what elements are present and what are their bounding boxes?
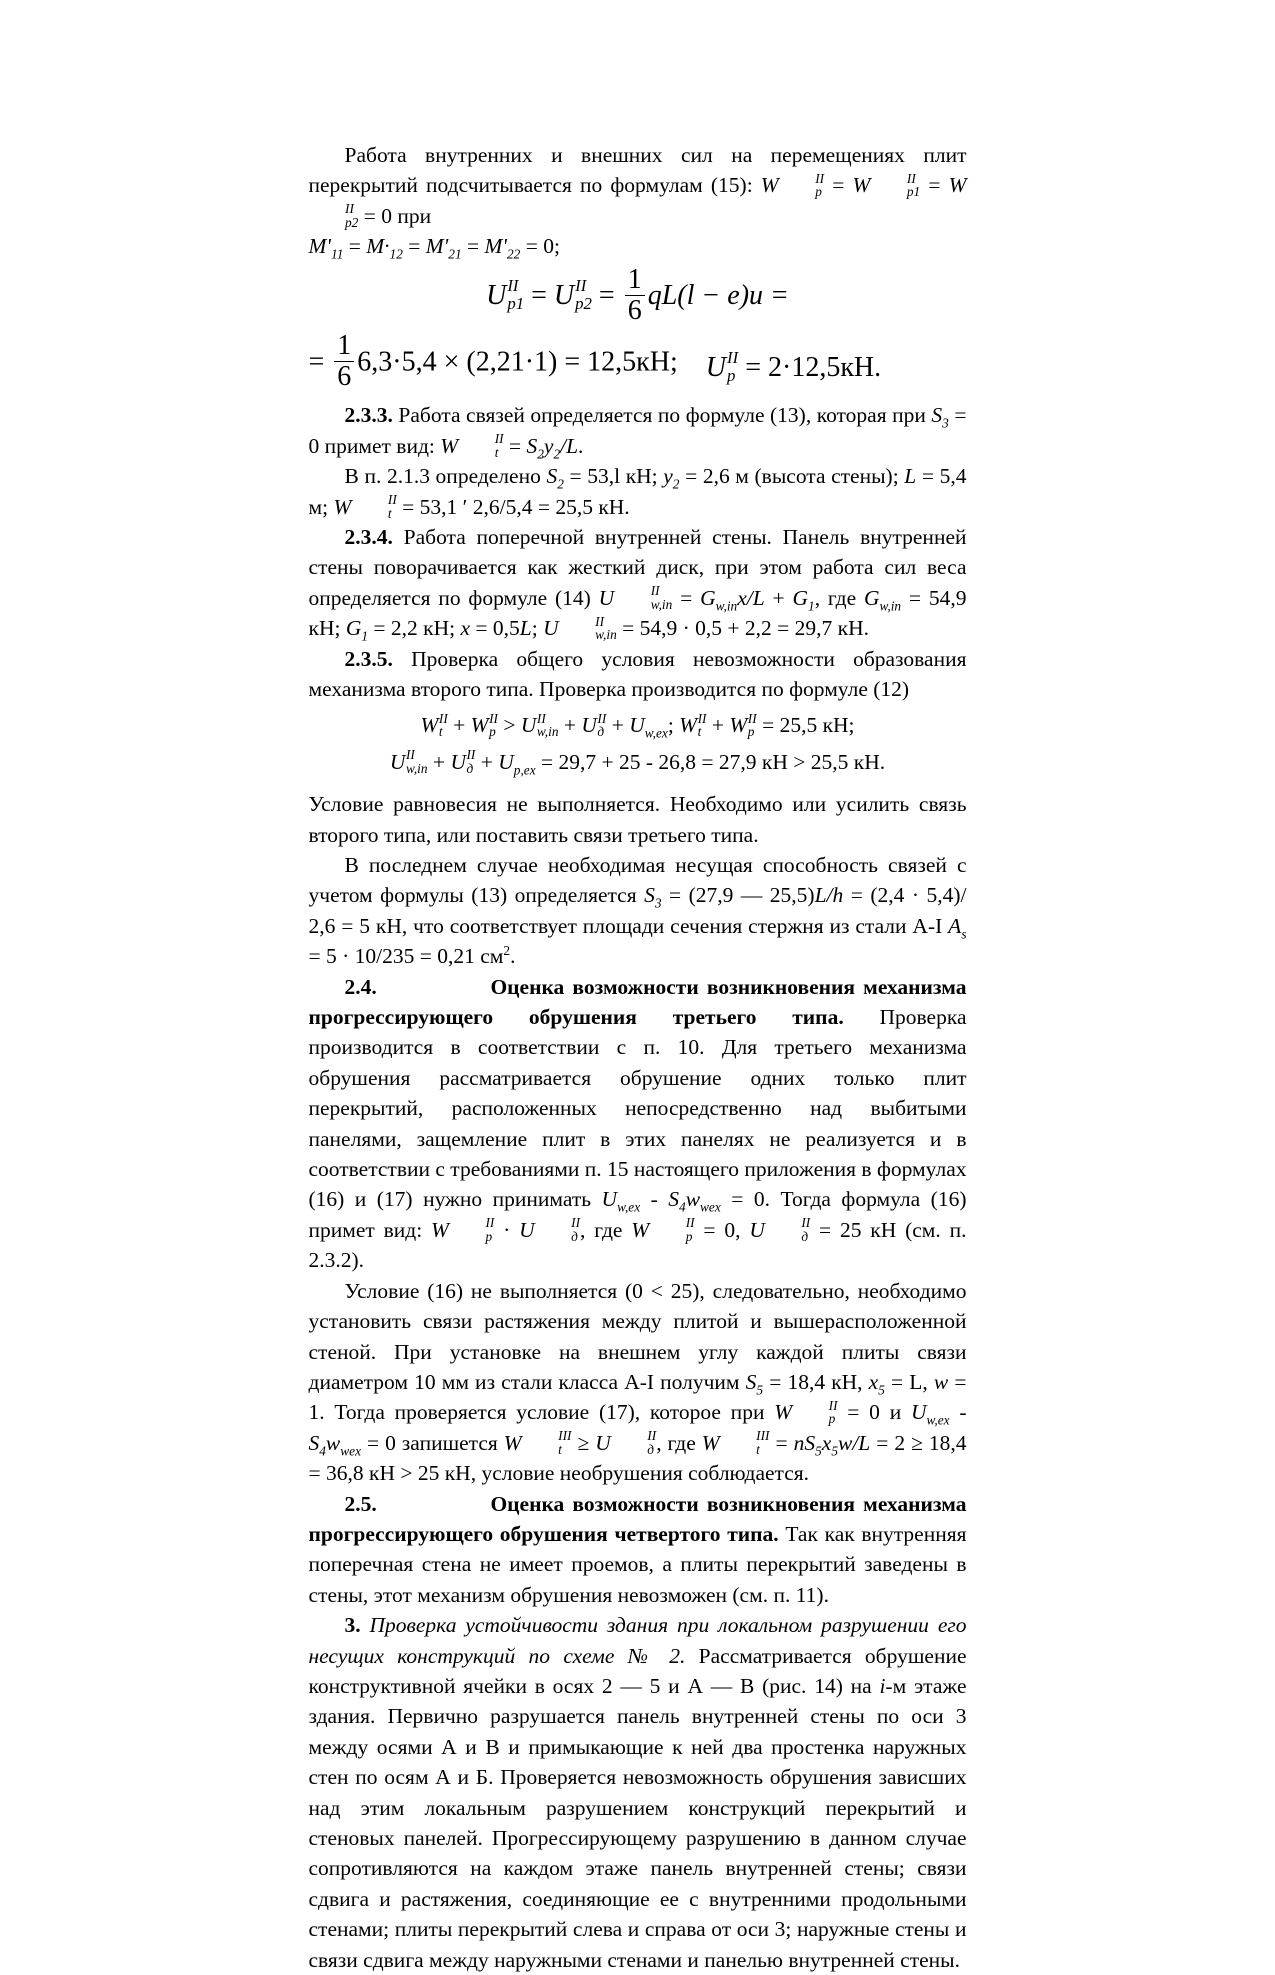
symbol-G1-b: $G_1$ bbox=[345, 616, 369, 644]
eq2-numerator: 1 bbox=[337, 330, 352, 362]
eq2-tail: 6,3·5,4 × (2,21·1) = 12,5кН; bbox=[357, 346, 678, 378]
symbol-L: L bbox=[904, 464, 917, 489]
symbol-U-II-win-b: U II w,in bbox=[543, 613, 617, 643]
p9-text-e: = 0 и bbox=[837, 1400, 911, 1425]
section-number-2-5: 2.5. bbox=[344, 1491, 377, 1516]
paragraph-2-1-3-values bbox=[309, 461, 967, 522]
p9-text-j: = bbox=[769, 1430, 794, 1455]
paragraph-condition-16-not-satisfied bbox=[309, 1276, 967, 1489]
p11-body-a: Рассматривается обрушение конструктивной ячейки в осях 2 — 5 и А — В (рис. 14) на bbox=[308, 1643, 967, 1698]
p3-text-b: = 53,l кН; bbox=[563, 464, 664, 489]
p8-body-f: = 0, bbox=[694, 1217, 750, 1242]
eq1-U2: U II p2 bbox=[553, 276, 592, 313]
p7-text-b: = (27,9 — 25,5) bbox=[661, 883, 815, 908]
p10-body: Так как внутренняя поперечная стена не имеет проемов, а плиты перекрытий заведены в стены, этот механизм обрушения невозможен (см. п. 11). bbox=[308, 1521, 967, 1607]
symbol-Gwin-x-L: $G_{w,in}x/L$ bbox=[700, 585, 765, 614]
symbol-W-II-p: W II p bbox=[760, 170, 825, 200]
section-heading-2-4-text: Оценка возможности возникновения механизма прогрессирующего обрушения третьего типа. bbox=[308, 974, 967, 1030]
eq1-fraction-one-sixth bbox=[625, 265, 645, 325]
p4-text-g: ; bbox=[531, 616, 544, 641]
p1-text-tail: = 0 при bbox=[358, 203, 432, 228]
symbol-S5: $S_5$ bbox=[745, 1369, 764, 1398]
section-number-2-3-4: 2.3.4. bbox=[344, 524, 393, 549]
p9-text-f: - bbox=[949, 1400, 967, 1425]
p7-text-e: . bbox=[510, 944, 516, 969]
p7-text-c: = (2,4 · 5,4)/ 2,6 = 5 кН, что соответствует площади сечения стержня из стали А-I bbox=[308, 883, 967, 938]
symbol-G1: $G_1$ bbox=[792, 585, 815, 614]
p4-text-h: = 54,9 · 0,5 + 2,2 = 29,7 кН. bbox=[616, 616, 870, 641]
p4-text-d: = 54,9 кН; bbox=[308, 585, 967, 641]
symbol-S3-b: $S_3$ bbox=[644, 883, 662, 911]
eq1-denominator: 6 bbox=[625, 295, 645, 326]
symbol-W-II-t: W II t bbox=[440, 431, 504, 460]
symbol-L-over-h: L/h bbox=[814, 883, 844, 908]
paragraph-3-stability-check bbox=[309, 1610, 967, 1975]
symbol-Uwex-b: $U_{w,ex}$ bbox=[910, 1400, 950, 1428]
display-equation-row bbox=[308, 330, 967, 394]
symbol-W-II-p1: W II p1 bbox=[852, 170, 921, 200]
symbol-W-II-p2: W II p2 bbox=[345, 173, 967, 230]
symbol-M-22: $M'_{22}$ bbox=[484, 234, 521, 262]
p11-body-b: -м этаже здания. Первично разрушается панель внутренней стены по оси 3 между осями А и В и примыкающие к ней два простенка наружных стен по осям А и Б. Проверяется невозможность обрушения зависших над этим локальным разрушением конструкций перекрытий и стеновых панелей. Прогрессирующему разрушению в данном случае сопротивляются на каждом этаже панель внутренней стены; связи сдвига и растяжения, соединяющие ее с внутренними продольными стенами; плиты перекрытий слева и справа от оси 3; наружные стены и связи сдвига между наружными стенами и панелью внутренней стены. bbox=[308, 1673, 967, 1972]
p7-text-d: = 5 · 10/235 = 0,21 см bbox=[308, 944, 504, 969]
symbol-W-II-p-c: W II p bbox=[431, 1215, 495, 1244]
p2-text-b: = 0 примет вид: bbox=[308, 403, 967, 458]
p8-body-g: = 25 кН (см. п. 2.3.2). bbox=[308, 1217, 967, 1273]
symbol-y2: $y_2$ bbox=[663, 464, 680, 492]
p9-text-b: = 18,4 кН, bbox=[763, 1369, 869, 1394]
paragraph-2-5 bbox=[309, 1489, 967, 1611]
paragraph-2-3-5 bbox=[309, 644, 967, 705]
eq2-left bbox=[308, 330, 678, 394]
symbol-M-21: $M'_{21}$ bbox=[425, 234, 462, 262]
paragraph-2-3-4: 2.3.4. Работа поперечной внутренней стены. Панель внутренней стены поворачивается как жесткий диск, при этом работа сил веса определяется по формуле (14) U II w,in = $G_{w,in}x/L + G_1$, где $G_{w,in} = 54,9$ кН; $G_1 = 2,2$ кН; x = 0,5L; U II w,in = 54,9 · 0,5 + 2,2 = 29,7 кН. bbox=[308, 524, 967, 644]
symbol-W-II-p-d: W II p bbox=[631, 1215, 695, 1244]
p9-text-h: ≥ bbox=[571, 1430, 596, 1455]
eq1-numerator: 1 bbox=[627, 263, 642, 295]
eq1-tail: qL(l − e)u = bbox=[647, 280, 789, 312]
symbol-W-III-t-b: W III t bbox=[701, 1428, 770, 1457]
symbol-i-index: i bbox=[879, 1673, 886, 1698]
eq3-right bbox=[678, 334, 881, 384]
p8-body-d: · bbox=[494, 1217, 520, 1242]
eq2-fraction-one-sixth bbox=[334, 331, 354, 391]
p2-text-a: Работа связей определяется по формуле (13), которая при bbox=[392, 403, 932, 428]
symbol-w: w bbox=[933, 1369, 949, 1394]
section-number-2-3-5: 2.3.5. bbox=[344, 646, 393, 671]
symbol-L-b: L bbox=[519, 616, 532, 641]
p4-text-f: = 0,5 bbox=[470, 616, 520, 641]
p8-body-a: Проверка производится в соответствии с п. 10. Для третьего механизма обрушения рассматривается обрушение одних только плит перекрытий, расположенных непосредственно над выбитыми панелями, защемление плит в этих панелях не реализуется и в соответствии с требованиями п. 15 настоящего приложения в формулах (16) и (17) нужно принимать bbox=[308, 1005, 967, 1212]
symbol-M-11: $M'_{11}$ bbox=[308, 234, 344, 262]
eq3-tail: = 2·12,5кН. bbox=[738, 351, 882, 383]
section-number-2-3-3: 2.3.3. bbox=[344, 403, 393, 428]
symbol-S3: $S_3$ bbox=[931, 403, 949, 431]
paragraph-required-capacity bbox=[309, 850, 967, 972]
symbol-Gwin: $G_{w,in}$ bbox=[863, 585, 902, 614]
symbol-S2y2-L: $S_2y_2/L$ bbox=[526, 433, 579, 462]
paragraph-work-of-forces: Работа внутренних и внешних сил на перемещениях плит перекрытий подсчитывается по формулам (15): W II p = W II p1 = W II p2 = 0 при $M'_{11} = M\cdot_{12} = M'_{21} = M'_{22} = 0$; bbox=[308, 143, 967, 262]
p9-text-d: = 1. Тогда проверяется условие (17), которое при bbox=[308, 1369, 967, 1425]
p3-text-a: В п. 2.1.3 определено bbox=[344, 464, 547, 489]
display-equation-Up1-Up2 bbox=[309, 263, 967, 328]
section-heading-3-italic: Проверка устойчивости здания при локальном разрушении его несущих конструкций по схеме № 2. bbox=[308, 1613, 967, 1668]
display-equation-sum-check: U II w,in + U II д + $U_{p,ex} = 29,7 + 25 - 26,8 = 27,9$ кН > 25,5 кН. bbox=[389, 747, 886, 778]
symbol-S2: $S_2$ bbox=[546, 464, 564, 492]
p1-line2-tail: = 0; bbox=[520, 234, 560, 259]
section-heading-2-5-text: Оценка возможности возникновения механизма прогрессирующего обрушения четвертого типа. bbox=[308, 1491, 967, 1546]
section-number-2-4: 2.4. bbox=[344, 974, 377, 999]
p8-body-c: = 0. Тогда формула (16) примет вид: bbox=[308, 1187, 967, 1242]
p4-text-b: + bbox=[764, 585, 793, 610]
symbol-W-III-t: W III t bbox=[503, 1428, 572, 1457]
p9-text-c: = L, bbox=[884, 1369, 934, 1394]
symbol-x: x bbox=[460, 616, 471, 641]
p3-text-e: = 53,1 ′ 2,6/5,4 = 25,5 кН. bbox=[396, 494, 630, 519]
symbol-S4wwex-b: $S_4w_{wex}$ bbox=[308, 1430, 361, 1459]
eq2-denominator: 6 bbox=[334, 361, 354, 392]
p8-body-b: - bbox=[640, 1187, 669, 1212]
symbol-W-II-t-2: W II t bbox=[333, 491, 397, 521]
symbol-U-II-win: U II w,in bbox=[598, 583, 673, 612]
symbol-x5: $x_5$ bbox=[868, 1369, 885, 1398]
exponent-2: 2 bbox=[503, 943, 511, 959]
symbol-M-12: $M\cdot_{12}$ bbox=[366, 234, 403, 262]
p5-text-a: Проверка общего условия невозможности образования механизма второго типа. Проверка производится по формуле (12) bbox=[308, 646, 967, 701]
paragraph-2-3-3: 2.3.3. Работа связей определяется по формуле (13), которая при $S_3 = 0$ примет вид: W II t = $S_2y_2/L$. bbox=[308, 403, 967, 462]
paragraph-2-4 bbox=[309, 972, 967, 1276]
p9-text-k: = 2 ≥ 18,4 = 36,8 кН > 25 кН, условие необрушения соблюдается. bbox=[308, 1430, 967, 1486]
symbol-U-II-d: U II д bbox=[519, 1215, 581, 1244]
display-equation-equilibrium: W II t + W II p > U II w,in + U II д + $U_{w,ex}$; W II t + W II p = 25,5 кН; bbox=[420, 710, 855, 741]
symbol-U-II-d-c: U II д bbox=[595, 1428, 657, 1457]
p4-text-c: , где bbox=[814, 585, 864, 610]
p4-text-a: Работа поперечной внутренней стены. Панель внутренней стены поворачивается как жесткий диск, при этом работа сил веса определяется по формуле (14) bbox=[308, 524, 967, 610]
symbol-As: $A_s$ bbox=[948, 913, 967, 942]
p3-text-d: = 5,4 м; bbox=[308, 464, 967, 519]
p9-text-g: = 0 запишется bbox=[361, 1430, 504, 1455]
eq2-lead: = bbox=[308, 346, 332, 378]
eq4-tail: 25,5 кН; bbox=[779, 713, 855, 738]
p9-text-i: , где bbox=[656, 1430, 702, 1455]
p8-body-e: , где bbox=[580, 1217, 632, 1242]
symbol-U-II-d-b: U II д bbox=[749, 1215, 811, 1244]
p1-text-a: Работа внутренних и внешних сил на перемещениях плит перекрытий подсчитывается по формулам (15): bbox=[308, 143, 967, 198]
p2-text-c: . bbox=[578, 433, 584, 458]
text-column bbox=[309, 140, 967, 1975]
symbol-nS5x5w-L: $nS_5x_5w/L$ bbox=[793, 1430, 871, 1459]
p9-text-a: Условие (16) не выполняется (0 < 25), следовательно, необходимо установить связи растяжения между плитой и вышерасположенной стеной. При установке на внешнем углу каждой плиты связи диаметром 10 мм из стали класса А-I получим bbox=[308, 1278, 967, 1394]
eq3-symbol: U II p bbox=[705, 348, 739, 385]
p7-text-a: В последнем случае необходимая несущая способность связей с учетом формулы (13) определяется bbox=[308, 853, 967, 908]
section-number-3: 3. bbox=[344, 1613, 361, 1638]
symbol-S4wwex: $S_4w_{wex}$ bbox=[668, 1187, 721, 1215]
eq1-U1: U II p1 bbox=[486, 276, 525, 313]
eq5-tail: = 29,7 + 25 - 26,8 = 27,9 кН > 25,5 кН. bbox=[535, 749, 886, 774]
symbol-Uwex: $U_{w,ex}$ bbox=[601, 1187, 641, 1215]
p3-text-c: = 2,6 м (высота стены); bbox=[679, 464, 905, 489]
symbol-W-II-p-e: W II p bbox=[774, 1397, 838, 1427]
p4-text-e: = 2,2 кН; bbox=[368, 616, 461, 641]
eq1-equals-2: = bbox=[591, 280, 622, 312]
eq1-equals-1: = bbox=[524, 280, 554, 312]
paragraph-equilibrium-not-satisfied: Условие равновесия не выполняется. Необходимо или усилить связь второго типа, или поставить связи третьего типа. bbox=[308, 792, 967, 847]
